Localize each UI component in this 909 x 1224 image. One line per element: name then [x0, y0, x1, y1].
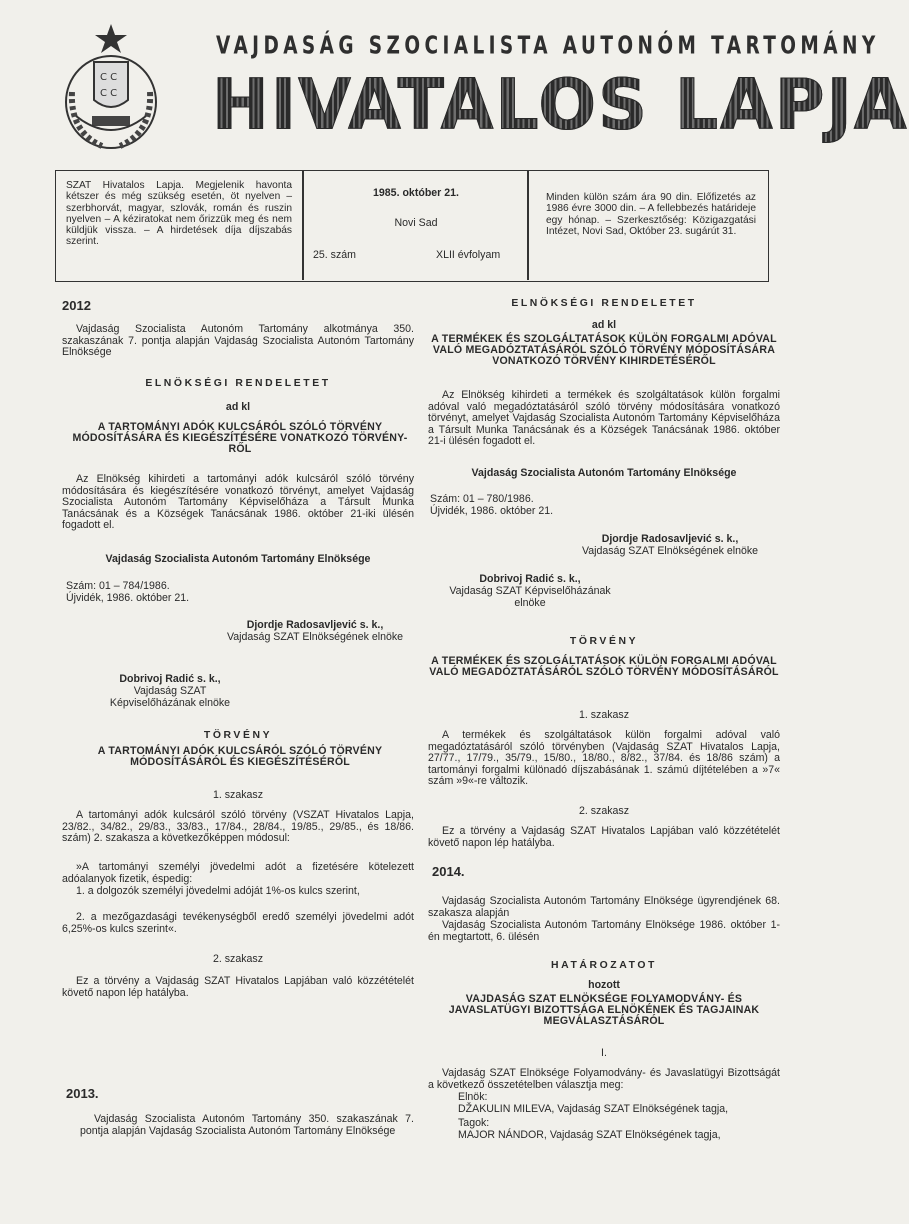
section-number-2012: 2012	[62, 298, 91, 313]
s2012-section-2: 2. szakasz	[212, 953, 264, 965]
svg-text:C C: C C	[100, 72, 118, 83]
issue-date: 1985. október 21.	[373, 187, 459, 199]
s2012-para-5: Ez a törvény a Vajdaság SZAT Hivatalos Lapjában való közzétételét követő napon lép hatályba.	[62, 975, 414, 999]
right-title: A TERMÉKEK ÉS SZOLGÁLTATÁSOK KÜLÖN FORGALMI ADÓVAL VALÓ MEGADÓZTATÁSÁRÓL SZÓLÓ TÖRVÉNY MÓDOSÍTÁSÁRA VONATKOZÓ TÖRVÉNY KIHIRDETÉSÉRŐL	[431, 333, 777, 368]
issue-place: Novi Sad	[394, 217, 438, 229]
section-number-2013: 2013.	[66, 1086, 99, 1101]
s2012-para-1: A tartományi adók kulcsáról szóló törvény (VSZAT Hivatalos Lapja, 23/82., 34/82., 29/83., 33/83., 17/84., 28/84., 19/85., 29/85., és 18/86. szám) 2. szakasza a következőképpen módosul:	[62, 809, 414, 845]
s2012-date: Újvidék, 1986. október 21.	[66, 592, 190, 604]
s2012-intro: Vajdaság Szocialista Autonóm Tartomány alkotmánya 350. szakaszának 7. pontja alapján Vajdaság Szocialista Autonóm Tartomány Elnöksége	[62, 323, 414, 359]
right-number: Szám: 01 – 780/1986.	[430, 493, 534, 505]
s2012-body: Az Elnökség kihirdeti a tartományi adók kulcsáról szóló törvény módosítására és kiegészítésére vonatkozó törvényt, amelyet Vajdaság Szocialista Autonóm Tartomány Képviselőháza a Társult Munka Tanácsának és a Községek Tanácsának 1986. október 21-iki ülésén fogadott el.	[62, 473, 414, 532]
s2012-sig2-role: Vajdaság SZAT Képviselőházának elnöke	[109, 685, 231, 709]
s2014-elnok: DŽAKULIN MILEVA, Vajdaság SZAT Elnökségének tagja,	[458, 1103, 729, 1115]
right-body: Az Elnökség kihirdeti a termékek és szolgáltatások külön forgalmi adóval való megadóztatásáról szóló törvény módosítására vonatkozó törvényt, amelyet Vajdaság Szocialista Autonóm Tartomány Képviselőháza a Társult Munka Tanácsának és a Községek Tanácsának 1986. október 21-i ülésén fogadott el.	[428, 389, 780, 448]
info-box-divider-left	[302, 170, 304, 280]
s2014-elnok-label: Elnök:	[458, 1091, 488, 1103]
s2014-decision-heading: HATÁROZATOT	[551, 960, 657, 971]
s2014-intro-2: Vajdaság Szocialista Autonóm Tartomány Elnöksége 1986. október 1-én megtartott, 6. ülésén	[428, 919, 780, 943]
right-law-title: A TERMÉKEK ÉS SZOLGÁLTATÁSOK KÜLÖN FORGALMI ADÓVAL VALÓ MEGADÓZTATÁSÁRÓL SZÓLÓ TÖRVÉNY MÓDOSÍTÁSÁRÓL	[429, 655, 779, 679]
right-decree-heading: ELNÖKSÉGI RENDELETET	[511, 298, 697, 309]
masthead-title: HIVATALOS LAPJA	[212, 66, 909, 146]
s2013-intro: Vajdaság Szocialista Autonóm Tartomány 350. szakaszának 7. pontja alapján Vajdaság Szocialista Autonóm Tartomány Elnöksége	[80, 1113, 414, 1137]
s2014-tag-1: MAJOR NÁNDOR, Vajdaság SZAT Elnökségének tagja,	[458, 1129, 721, 1141]
s2012-sig1-name: Djordje Radosavljević s. k.,	[246, 619, 384, 631]
issue-volume: XLII évfolyam	[436, 249, 501, 261]
right-date: Újvidék, 1986. október 21.	[430, 505, 554, 517]
right-section-2: 2. szakasz	[578, 805, 630, 817]
right-section-1: 1. szakasz	[578, 709, 630, 721]
s2012-title: A TARTOMÁNYI ADÓK KULCSÁRÓL SZÓLÓ TÖRVÉNY MÓDOSÍTÁSÁRA ÉS KIEGÉSZÍTÉSÉRE VONATKOZÓ TÖRVÉNY-RŐL	[72, 421, 408, 456]
s2012-para-3: 1. a dolgozók személyi jövedelmi adóját 1%-os kulcs szerint,	[76, 885, 360, 897]
right-sig1-role: Vajdaság SZAT Elnökségének elnöke	[581, 545, 759, 557]
s2012-para-2: »A tartományi személyi jövedelmi adót a fizetésére kötelezett adóalanyok fizetik, éspedig:	[62, 861, 414, 885]
s2014-roman-numeral: I.	[601, 1047, 607, 1059]
s2012-law-heading: TÖRVÉNY	[203, 730, 273, 741]
right-law-heading: TÖRVÉNY	[569, 636, 639, 647]
s2012-sig1-role: Vajdaság SZAT Elnökségének elnöke	[226, 631, 404, 643]
info-box-divider-right	[527, 170, 529, 280]
info-box-left-text: SZAT Hivatalos Lapja. Megjelenik havonta kétszer és még szükség esetén, öt nyelven – szerbhorvát, magyar, szlovák, román és ruszin nyelven – A kéziratokat nem őrizzük meg és nem küldjük vissza. – A hirdetések díja díjszabás szerint.	[66, 180, 292, 248]
s2012-sig2-name: Dobrivoj Radić s. k.,	[119, 673, 221, 685]
section-number-2014: 2014.	[432, 864, 465, 879]
s2012-adkl: ad kl	[225, 401, 251, 413]
right-sig2-role: Vajdaság SZAT Képviselőházának elnöke	[449, 585, 611, 609]
masthead-subtitle: VAJDASÁG SZOCIALISTA AUTONÓM TARTOMÁNY	[216, 32, 880, 61]
s2014-title: VAJDASÁG SZAT ELNÖKSÉGE FOLYAMODVÁNY- ÉS JAVASLATÜGYI BIZOTTSÁGA ELNÖKÉNEK ÉS TAGJAINAK MEGVÁLASZTÁSÁRÓL	[448, 993, 760, 1028]
s2012-number: Szám: 01 – 784/1986.	[66, 580, 170, 592]
s2012-decree-heading: ELNÖKSÉGI RENDELETET	[145, 378, 331, 389]
s2014-intro-1: Vajdaság Szocialista Autonóm Tartomány Elnöksége ügyrendjének 68. szakasza alapján	[428, 895, 780, 919]
right-para-1: A termékek és szolgáltatások külön forgalmi adóval való megadóztatásáról szóló törvényben (Vajdaság SZAT Hivatalos Lapja, 27/77., 17/79., 35/79., 15/80., 18/80., 8/82., 37/84. és 18/86 szám) a tartományi forgalmi különadó díjszabásának 1. számú díjtételében a »7« szám »9«-re változik.	[428, 729, 780, 788]
issue-number: 25. szám	[313, 249, 356, 261]
s2012-para-4: 2. a mezőgazdasági tevékenységből eredő személyi jövedelmi adót 6,25%-os kulcs szerint«.	[62, 911, 414, 935]
info-box-right-text: Minden külön szám ára 90 din. Előfizetés az 1986 évre 3000 din. – A fellebbezés határideje egy hónap. – Szerkesztőség: Közigazgatási Intézet, Novi Sad, Október 23. sugárút 31.	[546, 192, 756, 237]
s2012-org: Vajdaság Szocialista Autonóm Tartomány Elnöksége	[105, 553, 371, 565]
right-org: Vajdaság Szocialista Autonóm Tartomány Elnöksége	[471, 467, 737, 479]
s2012-section-1: 1. szakasz	[212, 789, 264, 801]
right-sig2-name: Dobrivoj Radić s. k.,	[479, 573, 581, 585]
right-para-2: Ez a törvény a Vajdaság SZAT Hivatalos Lapjában való közzétételét követő napon lép hatályba.	[428, 825, 780, 849]
s2012-law-title: A TARTOMÁNYI ADÓK KULCSÁRÓL SZÓLÓ TÖRVÉNY MÓDOSÍTÁSÁRÓL ÉS KIEGÉSZÍTÉSÉRŐL	[97, 745, 383, 769]
right-adkl: ad kl	[591, 319, 617, 331]
right-sig1-name: Djordje Radosavljević s. k.,	[601, 533, 739, 545]
s2014-hozott: hozott	[588, 979, 620, 991]
emblem	[62, 22, 160, 152]
s2014-para-1: Vajdaság SZAT Elnöksége Folyamodvány- és Javaslatügyi Bizottságát a következő összetételben választja meg:	[428, 1067, 780, 1091]
coat-of-arms-icon	[62, 22, 160, 152]
s2014-tagok-label: Tagok:	[458, 1117, 490, 1129]
svg-text:C C: C C	[100, 88, 118, 99]
